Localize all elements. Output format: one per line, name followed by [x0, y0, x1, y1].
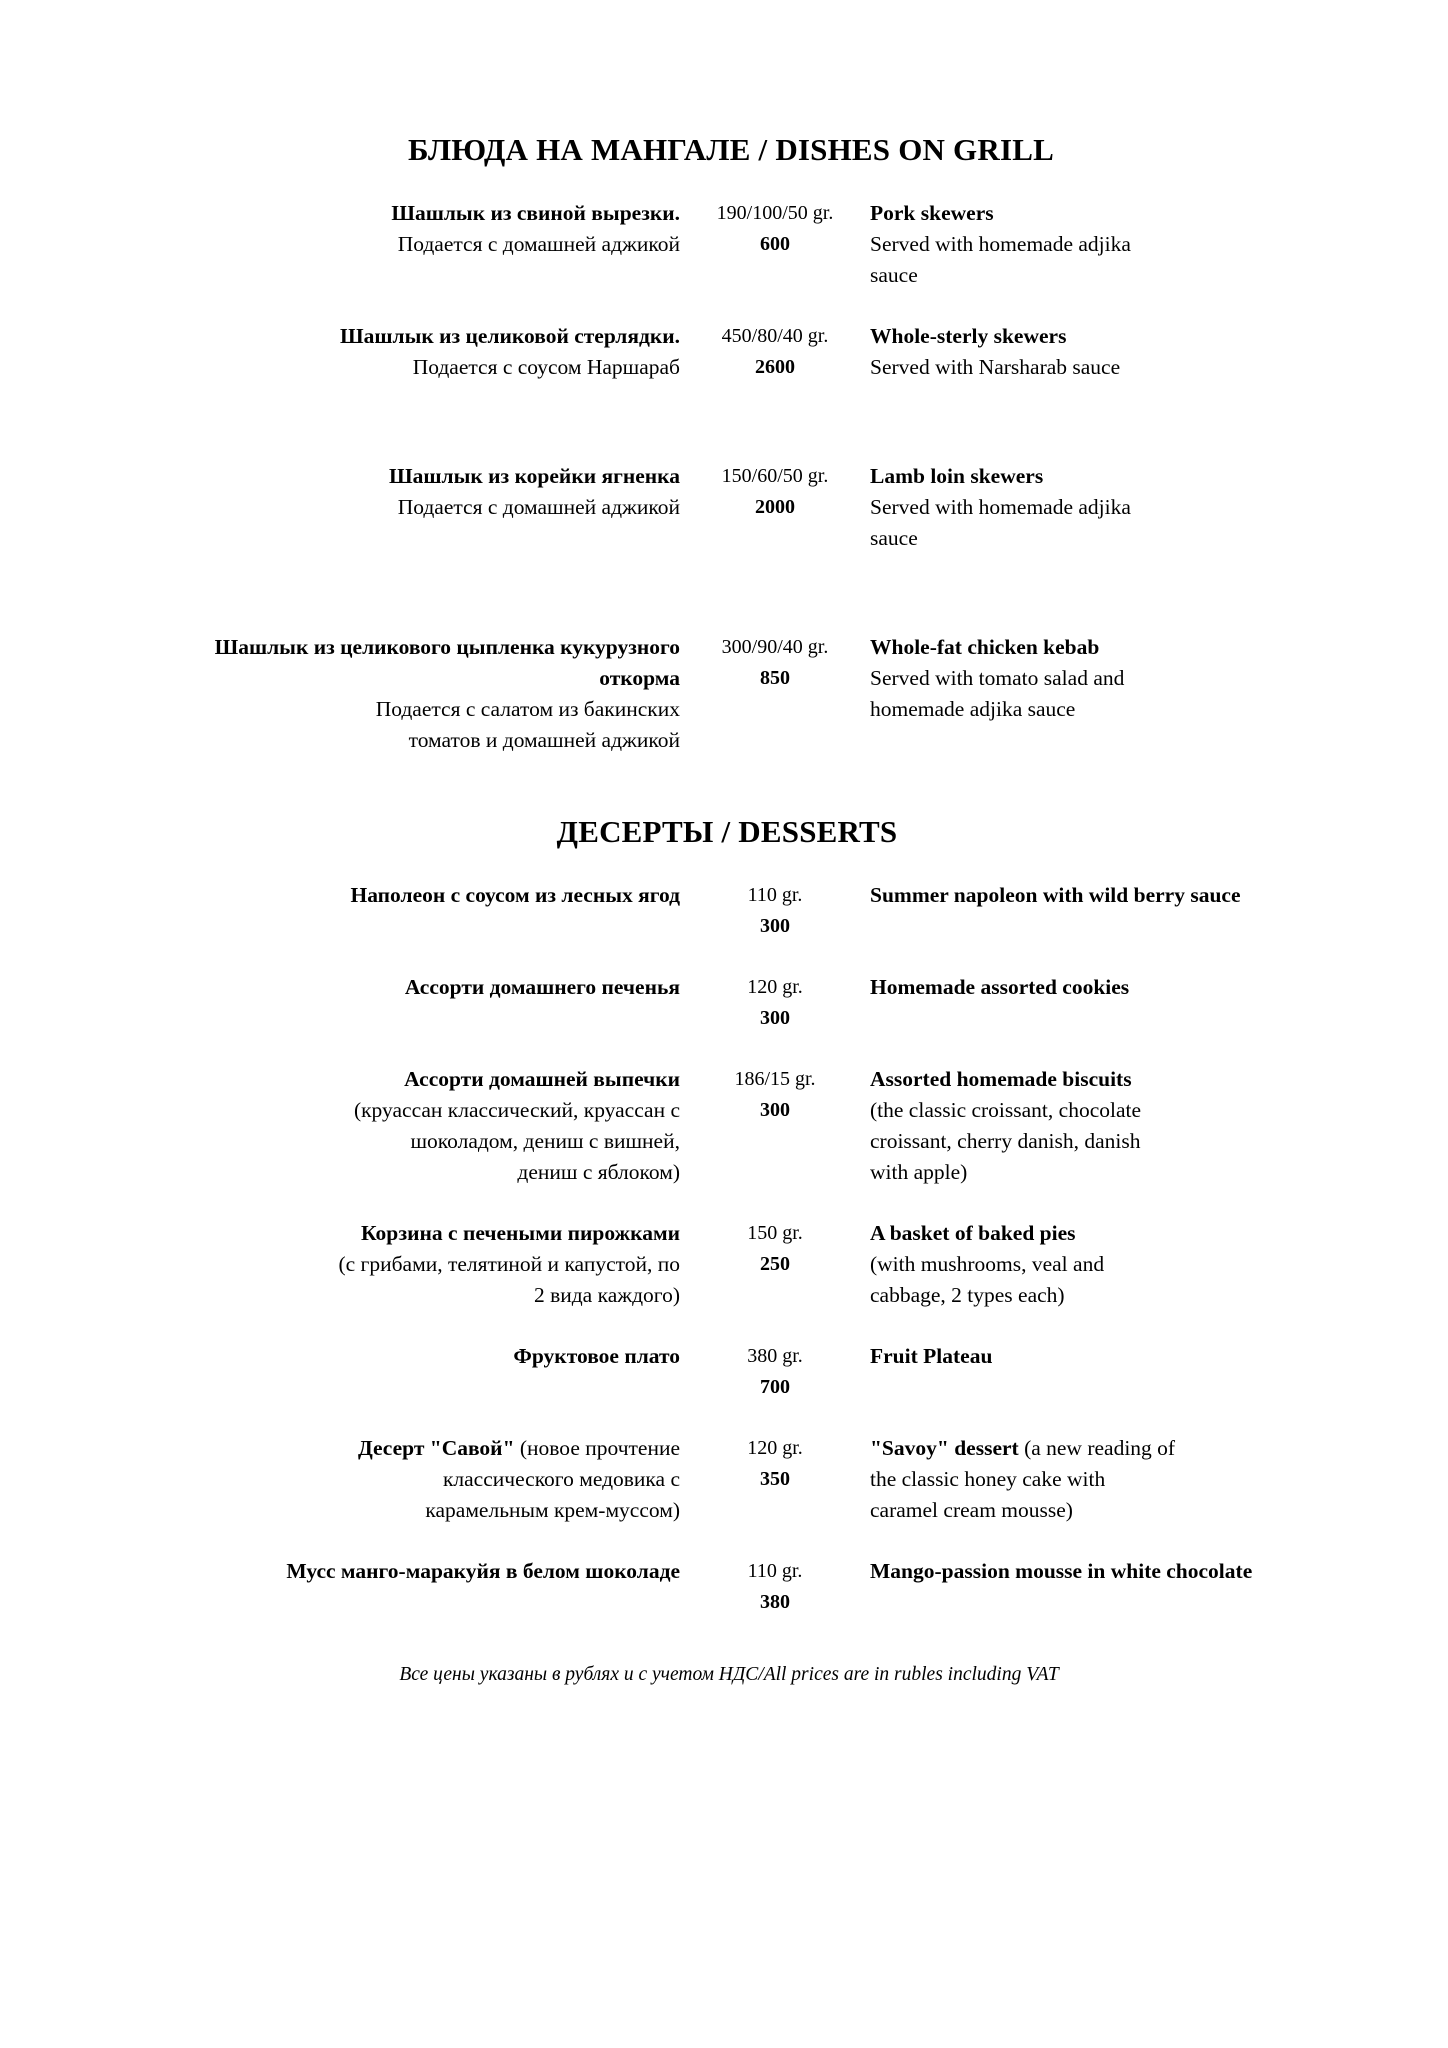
dish-name-ru-cell	[150, 461, 680, 554]
dish-name-en-rest: (a new reading of	[1018, 1436, 1176, 1460]
menu-row	[0, 972, 1448, 1034]
weight-price-cell	[680, 880, 870, 942]
dish-desc-en-line: cabbage, 2 types each)	[870, 1283, 1065, 1307]
dish-desc-en-line: Served with homemade adjika	[870, 495, 1131, 519]
weight-price-cell	[680, 321, 870, 383]
dish-name-en	[870, 1433, 1290, 1464]
dish-name-en: Summer napoleon with wild berry sauce	[870, 883, 1241, 907]
dish-weight: 186/15 gr.	[734, 1068, 816, 1090]
dish-name-ru-cell	[150, 198, 680, 291]
dish-name-ru: Корзина с печеными пирожками	[361, 1221, 680, 1245]
weight-price-cell	[680, 198, 870, 291]
dish-price: 250	[760, 1253, 790, 1275]
weight-price-cell	[680, 1433, 870, 1526]
dish-weight: 110 gr.	[747, 1560, 803, 1582]
dish-name-en: Homemade assorted cookies	[870, 975, 1130, 999]
dish-weight: 150 gr.	[747, 1222, 803, 1244]
section-heading-desserts: ДЕСЕРТЫ / DESSERTS	[556, 814, 898, 849]
dish-name-en-cell	[870, 1556, 1290, 1618]
dish-name-en-cell	[870, 1341, 1290, 1403]
dish-desc-ru-line: 2 вида каждого)	[533, 1283, 680, 1307]
dish-desc-ru-line: (круассан классический, круассан с	[353, 1098, 680, 1122]
dish-name-en-bold: "Savoy" dessert	[870, 1436, 1019, 1460]
dish-name-ru-cell	[150, 1064, 680, 1188]
dish-name-ru-cell	[150, 1218, 680, 1311]
dish-weight: 300/90/40 gr.	[721, 636, 829, 658]
dish-weight: 110 gr.	[747, 884, 803, 906]
dish-name-en-cell	[870, 880, 1290, 942]
dish-name-ru: Ассорти домашнего печенья	[404, 975, 680, 999]
dish-name-en: Whole-fat chicken kebab	[870, 635, 1100, 659]
dish-desc-en-line: (the classic croissant, chocolate	[870, 1098, 1142, 1122]
dish-desc-ru-line: томатов и домашней аджикой	[408, 728, 680, 752]
dish-name-ru	[150, 1433, 680, 1464]
menu-row	[0, 321, 1448, 383]
menu-table-grill	[0, 168, 1448, 756]
dish-name-ru-cell	[150, 972, 680, 1034]
dish-name-ru-cell	[150, 1556, 680, 1618]
dish-desc-en-line: Served with homemade adjika	[870, 232, 1131, 256]
menu-row	[0, 198, 1448, 291]
weight-price-cell	[680, 1341, 870, 1403]
menu-row	[0, 632, 1448, 756]
dish-name-en: Fruit Plateau	[870, 1344, 993, 1368]
dish-desc-ru-line: (с грибами, телятиной и капустой, по	[338, 1252, 680, 1276]
spacer	[0, 1034, 1448, 1064]
dish-desc-en-line: the classic honey cake with	[870, 1467, 1106, 1491]
dish-desc-ru-line: Подается с домашней аджикой	[397, 232, 680, 256]
dish-name-en: Assorted homemade biscuits	[870, 1067, 1132, 1091]
weight-price-cell	[680, 461, 870, 554]
dish-name-en: Lamb loin skewers	[870, 464, 1044, 488]
menu-row	[0, 461, 1448, 554]
dish-price: 850	[760, 667, 790, 689]
dish-desc-en-line: caramel cream mousse)	[870, 1498, 1073, 1522]
dish-price: 350	[760, 1468, 790, 1490]
dish-name-ru-cell	[150, 1341, 680, 1403]
dish-price: 300	[760, 1099, 790, 1121]
dish-name-ru-cell	[150, 880, 680, 942]
spacer	[0, 1188, 1448, 1218]
dish-price: 300	[760, 915, 790, 937]
dish-price: 380	[760, 1591, 790, 1613]
dish-name-ru: Шашлык из свиной вырезки.	[391, 201, 680, 225]
dish-price: 2000	[755, 496, 795, 518]
spacer	[0, 383, 1448, 461]
dish-desc-ru-line: дениш с яблоком)	[517, 1160, 680, 1184]
dish-name-ru: Наполеон с соусом из лесных ягод	[350, 883, 680, 907]
dish-desc-en-line: sauce	[870, 526, 918, 550]
dish-name-ru: Ассорти домашней выпечки	[404, 1067, 680, 1091]
dish-name-ru-cell	[150, 1433, 680, 1526]
dish-name-ru-cell	[150, 321, 680, 383]
dish-name-ru-cell	[150, 632, 680, 756]
dish-name-en: A basket of baked pies	[870, 1221, 1076, 1245]
dish-desc-en-line: homemade adjika sauce	[870, 697, 1076, 721]
dish-name-en-cell	[870, 1064, 1290, 1188]
dish-desc-ru-line: Подается с домашней аджикой	[397, 495, 680, 519]
spacer	[0, 850, 1448, 880]
price-disclaimer: Все цены указаны в рублях и с учетом НДС/All prices are in rubles including VAT	[399, 1664, 1059, 1685]
menu-row	[0, 1341, 1448, 1403]
spacer	[0, 1526, 1448, 1556]
dish-name-ru: Мусс манго-маракуйя в белом шоколаде	[286, 1559, 680, 1583]
dish-name-en-cell	[870, 1218, 1290, 1311]
dish-price: 300	[760, 1007, 790, 1029]
dish-name-en-cell	[870, 198, 1290, 291]
dish-name-en: Mango-passion mousse in white chocolate	[870, 1559, 1253, 1583]
dish-desc-en-line: (with mushrooms, veal and	[870, 1252, 1105, 1276]
spacer	[0, 168, 1448, 198]
dish-desc-ru-line: Подается с соусом Наршараб	[412, 355, 680, 379]
spacer	[0, 942, 1448, 972]
dish-name-ru-bold: Десерт "Савой"	[357, 1436, 515, 1460]
dish-desc-en-line: sauce	[870, 263, 918, 287]
dish-weight: 120 gr.	[747, 1437, 803, 1459]
spacer	[0, 1403, 1448, 1433]
dish-desc-ru-line: карамельным крем-муссом)	[425, 1498, 680, 1522]
dish-name-ru: Шашлык из целикового цыпленка кукурузного откорма	[214, 635, 680, 690]
dish-name-ru: Шашлык из целиковой стерлядки.	[340, 324, 680, 348]
dish-desc-en-line: with apple)	[870, 1160, 968, 1184]
weight-price-cell	[680, 1218, 870, 1311]
dish-desc-ru-line: Подается с салатом из бакинских	[375, 697, 680, 721]
dish-weight: 450/80/40 gr.	[721, 325, 829, 347]
dish-name-en-cell	[870, 972, 1290, 1034]
dish-desc-en-line: Served with tomato salad and	[870, 666, 1125, 690]
dish-name-ru: Фруктовое плато	[513, 1344, 680, 1368]
dish-price: 700	[760, 1376, 790, 1398]
menu-row	[0, 1556, 1448, 1618]
menu-row	[0, 880, 1448, 942]
dish-desc-en-line: Served with Narsharab sauce	[870, 355, 1121, 379]
dish-name-en-cell	[870, 461, 1290, 554]
dish-desc-ru-line: классического медовика с	[442, 1467, 680, 1491]
dish-weight: 190/100/50 gr.	[716, 202, 834, 224]
dish-name-en-cell	[870, 321, 1290, 383]
menu-row	[0, 1433, 1448, 1526]
menu-row	[0, 1218, 1448, 1311]
dish-desc-ru-line: шоколадом, дениш с вишней,	[410, 1129, 680, 1153]
spacer	[0, 291, 1448, 321]
dish-desc-en-line: croissant, cherry danish, danish	[870, 1129, 1141, 1153]
dish-weight: 150/60/50 gr.	[721, 465, 829, 487]
weight-price-cell	[680, 1556, 870, 1618]
dish-weight: 120 gr.	[747, 976, 803, 998]
dish-name-ru: Шашлык из корейки ягненка	[389, 464, 680, 488]
dish-weight: 380 gr.	[747, 1345, 803, 1367]
dish-price: 600	[760, 233, 790, 255]
weight-price-cell	[680, 1064, 870, 1188]
spacer	[0, 1311, 1448, 1341]
menu-row	[0, 1064, 1448, 1188]
dish-name-en-cell	[870, 1433, 1290, 1526]
weight-price-cell	[680, 632, 870, 756]
section-heading-grill: БЛЮДА НА МАНГАЛЕ / DISHES ON GRILL	[408, 132, 1054, 167]
dish-name-en: Pork skewers	[870, 201, 994, 225]
spacer	[0, 554, 1448, 632]
weight-price-cell	[680, 972, 870, 1034]
dish-name-en-cell	[870, 632, 1290, 756]
dish-price: 2600	[755, 356, 795, 378]
dish-name-en: Whole-sterly skewers	[870, 324, 1067, 348]
menu-table-desserts	[0, 850, 1448, 1618]
dish-name-ru-rest: (новое прочтение	[514, 1436, 680, 1460]
